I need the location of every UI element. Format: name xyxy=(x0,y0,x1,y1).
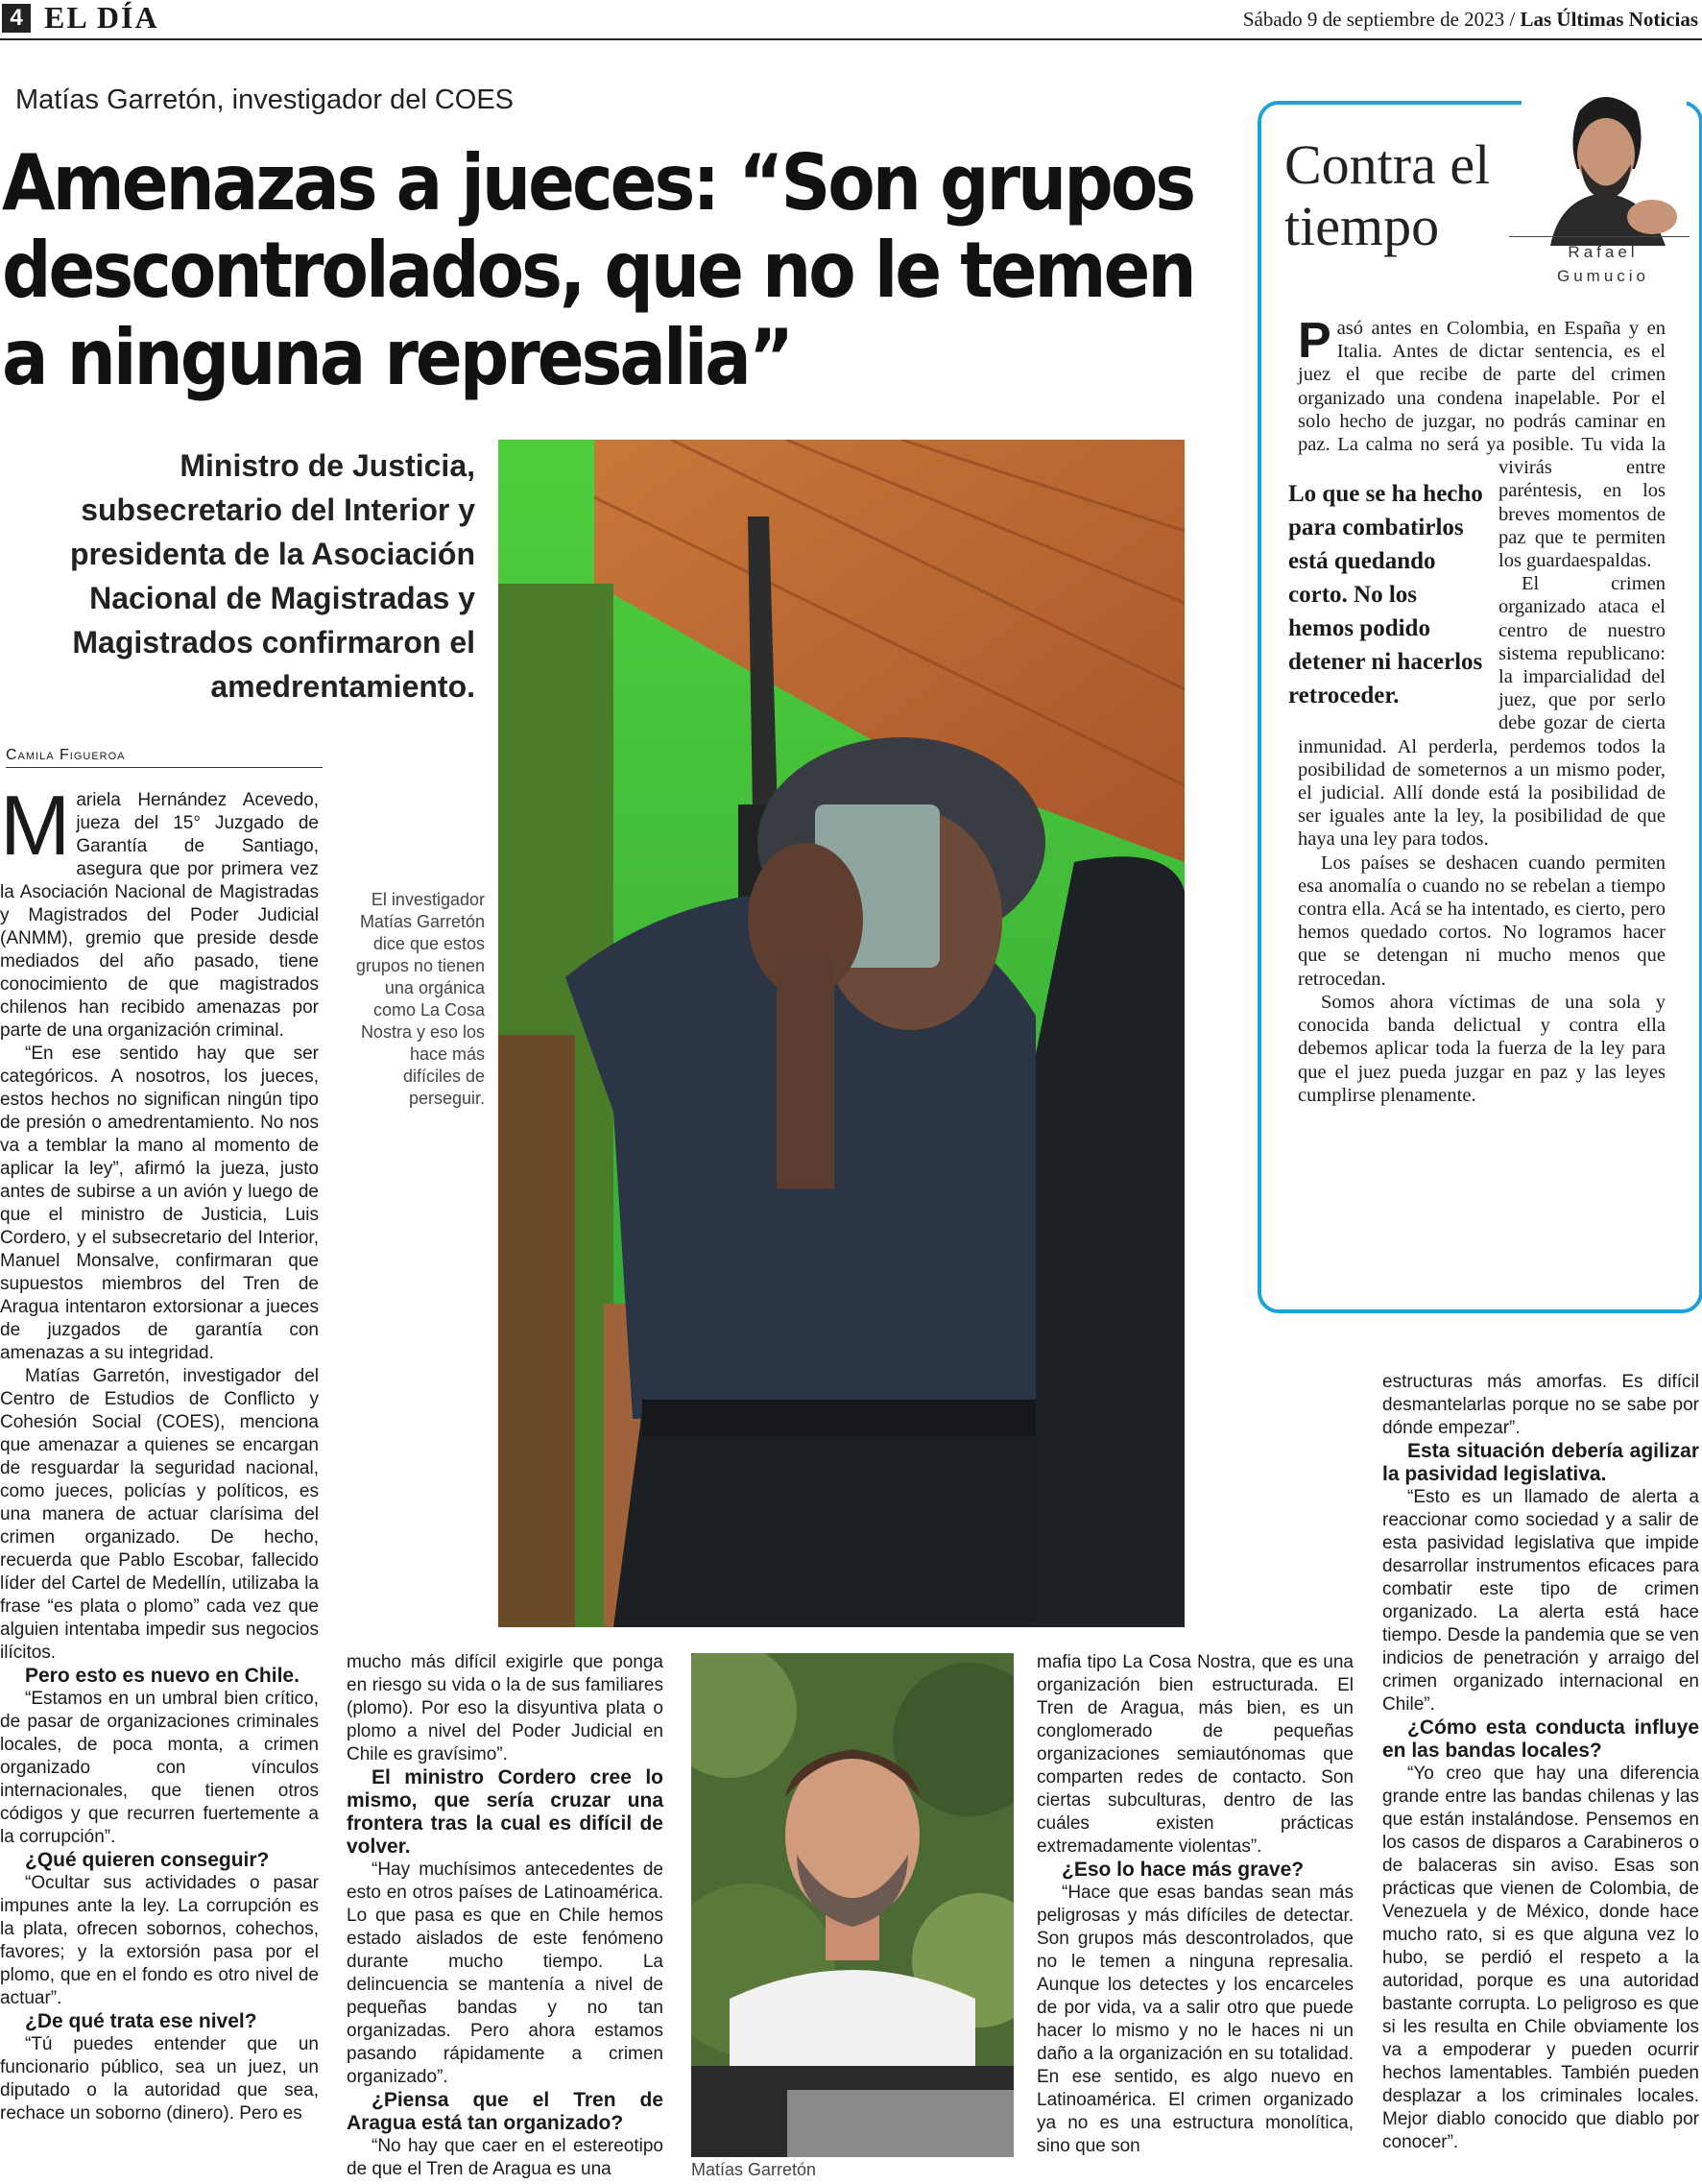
paragraph: “No hay que caer en el estereotipo de que el Tren de Aragua es una xyxy=(347,2136,663,2179)
interview-question: ¿Cómo esta conducta influye en las bandas locales? xyxy=(1382,1716,1699,1762)
article-column-1 xyxy=(0,778,319,2125)
opinion-column-text xyxy=(1288,313,1666,1107)
paragraph xyxy=(0,778,319,1043)
paragraph: mucho más difícil exigirle que ponga en riesgo su vida o la de sus familiares (plomo). Por eso la disyuntiva plata o plomo a nivel del Poder Judicial en Chile es gravísimo”. xyxy=(347,1652,663,1764)
header-rule xyxy=(0,38,1702,40)
columnist-portrait-illustration xyxy=(1522,83,1687,246)
paragraph: “Esto es un llamado de alerta a reaccionar como sociedad y a salir de esta pasividad legislativa que impide desarrollar instrumentos eficaces para combatir este tipo de crimen organizado. La alerta está hace tiempo. Desde la pandemia que se ven indicios de penetración y arraigo del crimen organizado internacional en Chile”. xyxy=(1382,1487,1699,1715)
portrait-photo xyxy=(691,1653,1014,2157)
article-kicker: Matías Garretón, investigador del COES xyxy=(15,84,515,115)
dateline xyxy=(1243,8,1698,32)
section-title: EL DÍA xyxy=(44,0,159,35)
publication-name: Las Últimas Noticias xyxy=(1520,8,1698,31)
paragraph-text: ariela Hernández Acevedo, jueza del 15° Juzgado de Garantía de Santiago, asegura que por primera vez la Asociación Nacional de Magistradas y Magistrados del Poder Judicial (ANMM), gremio que preside desde mediados del año pasado, tiene conocimiento de que magistrados chilenos han recibido amenazas por parte de una organización criminal. xyxy=(0,790,319,1041)
paragraph: “Hace que esas bandas sean más peligrosas y más difíciles de detectar. Son grupos más descontrolados, que no le temen a ninguna represalia. Aunque los detectes y los encarceles de por vida, va a salir otro que puede hacer lo mismo y no le haces ni un daño a la organización en su totalidad. En ese sentido, es algo nuevo en Latinoamérica. El crimen organizado ya no es una estructura monolítica, sino que son xyxy=(1037,1883,1354,2156)
paragraph: Matías Garretón, investigador del Centro de Estudios de Conflicto y Cohesión Social (COES), menciona que amenazar a quienes se encargan de resguardar la seguridad nacional, como jueces, policías y políticos, es una manera de actuar clarísima del crimen organizado. De hecho, recuerda que Pablo Escobar, fallecido líder del Cartel de Medellín, utilizaba la frase “es plata o plomo” cada vez que alguien intentaba impedir sus negocios ilícitos. xyxy=(0,1366,319,1663)
columnist-name: Rafael Gumucio xyxy=(1556,243,1650,285)
article-column-4 xyxy=(1382,1371,1699,2154)
article-headline: Amenazas a jueces: “Son grupos descontrolados, que no le temen a ninguna represalia” xyxy=(2,138,1194,402)
paragraph: mafia tipo La Cosa Nostra, que es una organización bien estructurada. El Tren de Aragua, más bien, es un conglomerado de pequeñas organizaciones semiautónomas que comparten redes de contacto. Son ciertas subculturas, dentro de las cuáles existen prácticas extremadamente violentas”. xyxy=(1037,1652,1354,1857)
interview-question: ¿Piensa que el Tren de Aragua está tan organizado? xyxy=(347,2089,663,2134)
columnist-rule xyxy=(1509,236,1690,237)
interview-question: El ministro Cordero cree lo mismo, que sería cruzar una frontera tras la cual es difícil de volver. xyxy=(347,1766,663,1858)
paragraph-text: Tu vida la vivirás entre paréntesis, en los breves momentos de paz que te permiten los guardaespaldas. xyxy=(1498,434,1666,572)
columnist-photo xyxy=(1522,83,1687,246)
paragraph: “Hay muchísimos antecedentes de esto en otros países de Latinoamérica. Lo que pasa es que en Chile hemos estado aislados de este fenómeno durante mucho tiempo. La delincuencia se mantenía a nivel de pequeñas bandas y no tan organizadas. Pero ahora estamos pasando rápidamente a crimen organizado”. xyxy=(347,1860,663,2087)
page-number: 4 xyxy=(2,4,31,33)
article-deck: Ministro de Justicia, subsecretario del Interior y presidenta de la Asociación Nacional de Magistradas y Magistrados confirmaron el amedrentamiento. xyxy=(69,448,475,704)
photo-caption: El investigador Matías Garretón dice que estos grupos no tienen una orgánica como La Cosa Nostra y eso los hace más difíciles de perseguir. xyxy=(355,890,485,1108)
interview-question: Pero esto es nuevo en Chile. xyxy=(25,1665,300,1687)
paragraph: Somos ahora víctimas de una sola y conocida banda delictual y contra ella debemos aplicar toda la fuerza de la ley para que el juez pueda juzgar en paz y las leyes cumplirse plenamente. xyxy=(1298,991,1666,1106)
man-portrait-illustration xyxy=(691,1653,1014,2157)
paragraph: El crimen organizado ataca el centro de nuestro sistema republicano: la imparcialidad del juez, que por serlo debe gozar de cierta inmunidad. Al perderla, perdemos todos la posibilidad de someternos a un mismo poder, el judicial. Allí donde está la posibilidad de ser iguales ante la ley, la posibilidad de que haya una ley para todos. xyxy=(1298,573,1666,851)
pull-quote: Lo que se ha hecho para combatirlos está quedando corto. No los hemos podido detener ni hacerlos retroceder. xyxy=(1288,481,1483,709)
interview-question: ¿Qué quieren conseguir? xyxy=(25,1849,270,1871)
portrait-caption: Matías Garretón xyxy=(691,2160,817,2179)
drop-cap: P xyxy=(1298,313,1331,369)
paragraph-text: asó antes en Colombia, en España y en Italia. Antes de dictar sentencia, es el juez el que recibe de parte del crimen organizado una condena inapelable. Por el solo hecho de juzgar, no podrás caminar en paz. La calma no será ya posible. xyxy=(1298,318,1666,456)
opinion-column-title: Contra el tiempo xyxy=(1284,133,1491,257)
paragraph: “Yo creo que hay una diferencia grande entre las bandas chilenas y las que están instalándose. Pensemos en los casos de disparos a Carabineros o de balaceras sin aviso. Esas son prácticas que vienen de Colombia, de Venezuela y de México, donde hace mucho rato, si es que alguna vez lo hubo, se perdió el respeto a la autoridad, porque es una autoridad bastante corrupta. Lo peligroso es que si les resulta en Chile obviamente los va a empoderar y pueden ocurrir hechos lamentables. También pueden desplazar a los criminales locales. Mejor diablo conocido que diablo por conocer”. xyxy=(1382,1764,1699,2152)
interview-question: ¿Eso lo hace más grave? xyxy=(1062,1859,1305,1881)
byline: Camila Figueroa xyxy=(6,747,323,768)
interview-question: ¿De qué trata ese nivel? xyxy=(25,2010,257,2032)
article-column-2 xyxy=(347,1651,663,2181)
date-text: Sábado 9 de septiembre de 2023 / xyxy=(1242,8,1521,31)
drop-cap: M xyxy=(0,778,71,873)
paragraph: “Ocultar sus actividades o pasar impunes ante la ley. La corrupción es la plata, ofrecen sobornos, cohechos, favores; y la extorsión pasa por el plomo, que en el fondo es otro nivel de actuar”. xyxy=(0,1873,319,2008)
paragraph: estructuras más amorfas. Es difícil desmantelarlas porque no se sabe por dónde empezar”. xyxy=(1382,1372,1699,1438)
main-photo xyxy=(498,440,1185,1627)
paragraph: “Estamos en un umbral bien crítico, de pasar de organizaciones criminales locales, de poca monta, a crimen organizado con vínculos internacionales, que tienen otros códigos y que recurren fuertemente a la corrupción”. xyxy=(0,1689,319,1847)
paragraph: “En ese sentido hay que ser categóricos. A nosotros, los jueces, estos hechos no significan ningún tipo de presión o amedrentamiento. No nos va a temblar la mano al momento de aplicar la ley”, afirmó la jueza, justo antes de subirse a un avión y luego de que el ministro de Justicia, Luis Cordero, y el subsecretario del Interior, Manuel Monsalve, confirmaran que supuestos miembros del Tren de Aragua intentaron extorsionar a jueces de juzgados de garantía con amenazas a su integridad. xyxy=(0,1044,319,1363)
armed-men-photo-illustration xyxy=(498,440,1185,1627)
article-column-3 xyxy=(1037,1651,1354,2158)
interview-question: Esta situación debería agilizar la pasividad legislativa. xyxy=(1382,1440,1699,1485)
paragraph xyxy=(1288,313,1666,709)
paragraph: Los países se deshacen cuando permiten esa anomalía o cuando no se rebelan a tiempo contra ella. Acá se ha intentado, es cierto, pero hemos quedado cortos. No logramos hacer que se detengan ni mucho menos que retrocedan. xyxy=(1298,852,1666,990)
paragraph: “Tú puedes entender que un funcionario público, sea un juez, un diputado o la autoridad que sea, rechace un soborno (dinero). Pero es xyxy=(0,2034,319,2124)
